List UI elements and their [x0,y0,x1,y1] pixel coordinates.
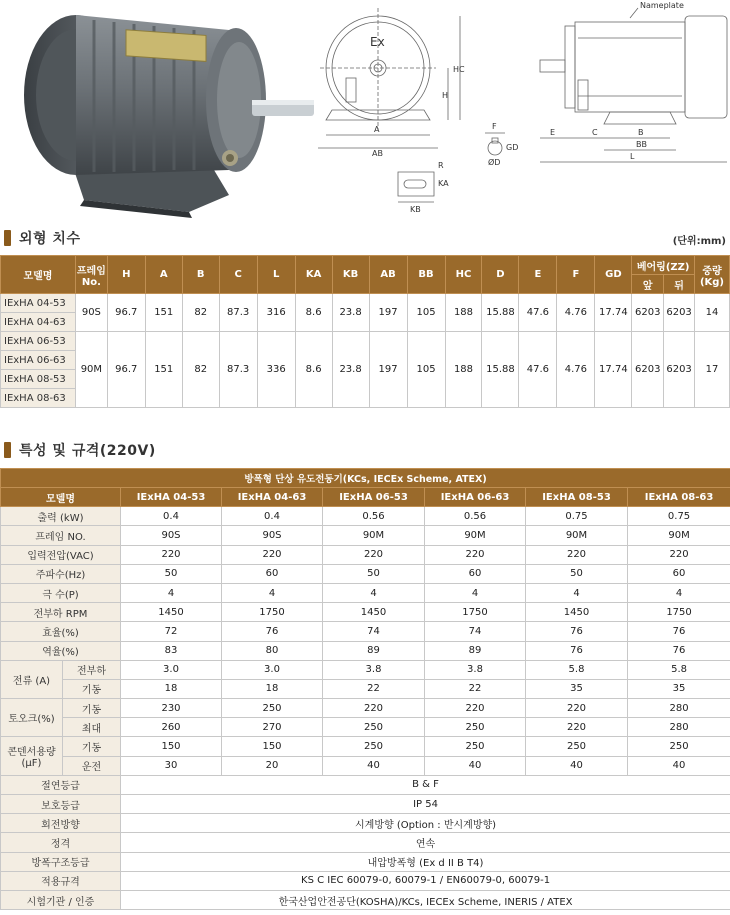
spec-group-label: 토오크(%) [1,699,63,737]
spec-label: 전부하 RPM [1,603,121,622]
spec-value: 4 [628,583,730,602]
specs-model-name: IExHA 04-63 [222,488,323,507]
cell-a: 151 [145,294,182,332]
spec-value: 220 [526,545,628,564]
spec-label: 보호등급 [1,795,121,814]
header-weight-label: 중량 [702,265,722,277]
specs-model-name: IExHA 06-63 [425,488,526,507]
cell-c: 87.3 [219,294,257,332]
spec-common-value: 연속 [121,833,730,852]
cell-b: 82 [182,294,219,332]
cell-f: 4.76 [557,332,595,408]
spec-sub-label: 운전 [63,756,121,775]
header-h: H [107,256,145,294]
spec-value: 76 [526,641,628,660]
spec-value: 5.8 [526,660,628,679]
cell-frame: 90M [75,332,107,408]
spec-value: 1450 [121,603,222,622]
header-gd: GD [595,256,632,294]
cell-hc: 188 [445,332,482,408]
unit-label: (단위:mm) [672,236,726,247]
spec-group-label-line1: 콘덴서용량 [7,747,56,759]
table-row [1,871,730,890]
spec-value: 20 [222,756,323,775]
spec-common-value: 한국산업안전공단(KOSHA)/KCs, IECEx Scheme, INERIS / ATEX [121,890,730,909]
header-e: E [519,256,557,294]
spec-value: 260 [121,718,222,737]
header-ka: KA [295,256,332,294]
model-cell: IExHA 06-53 [1,332,76,351]
spec-value: 0.75 [628,507,730,526]
spec-sub-label: 전부하 [63,660,121,679]
label-l: L [630,152,635,161]
spec-label: 입력전압(VAC) [1,545,121,564]
cell-bb: 105 [407,332,445,408]
header-weight [694,256,729,294]
cell-rear: 6203 [664,294,695,332]
spec-value: 35 [526,679,628,698]
spec-label: 시험기관 / 인증 [1,890,121,909]
header-a: A [145,256,182,294]
spec-value: 74 [425,622,526,641]
cell-gd: 17.74 [595,294,632,332]
cell-a: 151 [145,332,182,408]
specs-model-header: 모델명 [1,488,121,507]
cell-rear: 6203 [664,332,695,408]
table-row [1,332,730,351]
table-row [1,699,730,718]
spec-value: 220 [121,545,222,564]
header-c: C [219,256,257,294]
spec-value: 220 [526,699,628,718]
dimensions-table [0,255,730,408]
spec-value: 18 [222,679,323,698]
spec-value: 220 [628,545,730,564]
spec-common-value: 시계방향 (Option : 반시계방향) [121,814,730,833]
spec-label: 절연등급 [1,775,121,794]
spec-value: 35 [628,679,730,698]
header-hc: HC [445,256,482,294]
header-d: D [482,256,519,294]
specs-title: 방폭형 단상 유도전동기(KCs, IECEx Scheme, ATEX) [1,469,730,488]
cell-ab: 197 [369,332,407,408]
table-row [1,564,730,583]
motor-photo [14,0,314,218]
label-bb: BB [636,140,647,149]
table-row [1,526,730,545]
spec-common-value: B & F [121,775,730,794]
label-h: H [442,91,449,100]
header-f: F [557,256,595,294]
spec-label: 회전방향 [1,814,121,833]
table-row [1,890,730,909]
spec-value: 270 [222,718,323,737]
table-row [1,679,730,698]
cell-gd: 17.74 [595,332,632,408]
label-ex: Ex [370,35,385,49]
spec-value: 220 [323,545,425,564]
label-c: C [592,128,598,137]
label-e: E [550,128,556,137]
spec-value: 22 [323,679,425,698]
table-row [1,737,730,756]
spec-value: 83 [121,641,222,660]
spec-value: 40 [323,756,425,775]
spec-value: 250 [526,737,628,756]
spec-value: 1450 [526,603,628,622]
model-cell: IExHA 04-63 [1,313,76,332]
label-gd: GD [506,143,519,152]
cell-d: 15.88 [482,294,519,332]
spec-value: 150 [222,737,323,756]
header-bb: BB [407,256,445,294]
product-illustration-area [0,0,730,222]
spec-value: 1450 [323,603,425,622]
spec-value: 3.0 [222,660,323,679]
specs-model-name: IExHA 08-53 [526,488,628,507]
spec-label: 주파수(Hz) [1,564,121,583]
cell-h: 96.7 [107,332,145,408]
header-l: L [257,256,295,294]
spec-label: 극 수(P) [1,583,121,602]
spec-value: 90S [121,526,222,545]
spec-value: 40 [526,756,628,775]
spec-value: 89 [323,641,425,660]
spec-common-value: 내압방폭형 (Ex d II B T4) [121,852,730,871]
spec-value: 220 [222,545,323,564]
table-row [1,852,730,871]
spec-value: 60 [628,564,730,583]
spec-value: 74 [323,622,425,641]
label-b: B [638,128,644,137]
cell-f: 4.76 [557,294,595,332]
spec-label: 효율(%) [1,622,121,641]
table-row [1,583,730,602]
spec-value: 60 [222,564,323,583]
label-a: A [374,125,380,134]
spec-group-label [1,737,63,775]
model-cell: IExHA 08-53 [1,370,76,389]
spec-value: 72 [121,622,222,641]
spec-value: 40 [628,756,730,775]
spec-value: 90S [222,526,323,545]
header-ab: AB [369,256,407,294]
header-frame-no: No. [81,276,101,288]
spec-value: 4 [425,583,526,602]
spec-value: 230 [121,699,222,718]
spec-value: 220 [526,718,628,737]
spec-value: 220 [425,699,526,718]
spec-value: 250 [323,718,425,737]
spec-label: 역율(%) [1,641,121,660]
table-row [1,795,730,814]
header-frame [75,256,107,294]
spec-common-value: IP 54 [121,795,730,814]
spec-value: 89 [425,641,526,660]
spec-group-label: 전류 (A) [1,660,63,698]
spec-group-label-line2: (μF) [21,758,42,770]
table-row [1,775,730,794]
spec-value: 3.8 [425,660,526,679]
table-row [1,603,730,622]
spec-value: 3.8 [323,660,425,679]
spec-sub-label: 기동 [63,737,121,756]
cell-ka: 8.6 [295,332,332,408]
spec-common-value: KS C IEC 60079-0, 60079-1 / EN60079-0, 60079-1 [121,871,730,890]
cell-l: 336 [257,332,295,408]
cell-ab: 197 [369,294,407,332]
spec-value: 40 [425,756,526,775]
table-row [1,641,730,660]
spec-common [1,775,730,909]
spec-label: 적용규격 [1,871,121,890]
cell-e: 47.6 [519,332,557,408]
specs-model-name: IExHA 04-53 [121,488,222,507]
spec-value: 90M [323,526,425,545]
spec-value: 4 [323,583,425,602]
spec-rows [1,507,730,661]
specs-model-name: IExHA 06-53 [323,488,425,507]
spec-value: 280 [628,718,730,737]
spec-value: 76 [526,622,628,641]
cell-hc: 188 [445,294,482,332]
spec-value: 250 [323,737,425,756]
table-row [1,833,730,852]
spec-value: 250 [425,718,526,737]
spec-value: 1750 [222,603,323,622]
cell-weight: 17 [694,332,729,408]
cell-ka: 8.6 [295,294,332,332]
header-bearing: 베어링(ZZ) [632,256,695,275]
model-cell: IExHA 06-63 [1,351,76,370]
cell-b: 82 [182,332,219,408]
spec-value: 280 [628,699,730,718]
table-row [1,545,730,564]
label-d: ØD [488,158,501,167]
spec-sub-label: 기동 [63,679,121,698]
model-cell: IExHA 04-53 [1,294,76,313]
spec-value: 76 [222,622,323,641]
spec-sub-label: 기동 [63,699,121,718]
cell-kb: 23.8 [332,332,369,408]
spec-value: 50 [526,564,628,583]
spec-value: 90M [628,526,730,545]
section-bar-icon [4,230,11,246]
cell-c: 87.3 [219,332,257,408]
header-bearing-rear: 뒤 [664,275,695,294]
spec-value: 3.0 [121,660,222,679]
table-row [1,294,730,313]
spec-value: 150 [121,737,222,756]
spec-groups [1,660,730,775]
spec-value: 4 [121,583,222,602]
spec-value: 220 [425,545,526,564]
cell-l: 316 [257,294,295,332]
specs-table [0,468,730,910]
table-row [1,660,730,679]
header-bearing-front: 앞 [632,275,664,294]
section-bar-icon [4,442,11,458]
cell-front: 6203 [632,294,664,332]
spec-value: 0.56 [323,507,425,526]
spec-value: 18 [121,679,222,698]
spec-value: 90M [425,526,526,545]
spec-value: 60 [425,564,526,583]
spec-value: 250 [628,737,730,756]
label-f: F [492,122,497,131]
label-hc: HC [453,65,465,74]
cell-front: 6203 [632,332,664,408]
spec-label: 프레임 NO. [1,526,121,545]
header-frame-label: 프레임 [76,265,106,277]
dimension-drawings [310,0,730,222]
section-specs-heading [4,440,156,460]
label-ka: KA [438,179,449,188]
spec-value: 220 [323,699,425,718]
table-row [1,756,730,775]
spec-value: 30 [121,756,222,775]
table-row [1,814,730,833]
spec-value: 50 [121,564,222,583]
spec-label: 출력 (kW) [1,507,121,526]
spec-value: 0.4 [121,507,222,526]
spec-value: 250 [222,699,323,718]
cell-d: 15.88 [482,332,519,408]
model-cell: IExHA 08-63 [1,389,76,408]
spec-value: 1750 [628,603,730,622]
cell-weight: 14 [694,294,729,332]
cell-bb: 105 [407,294,445,332]
specs-model-name: IExHA 08-63 [628,488,730,507]
spec-value: 0.75 [526,507,628,526]
spec-sub-label: 최대 [63,718,121,737]
header-weight-unit: (Kg) [699,276,725,288]
header-b: B [182,256,219,294]
section-dimensions-title: 외형 치수 [19,231,81,247]
table-row [1,507,730,526]
section-dimensions-heading [4,228,80,248]
spec-value: 250 [425,737,526,756]
label-kb: KB [410,205,421,214]
label-ab: AB [372,149,383,158]
section-specs-title: 특성 및 규격(220V) [19,443,156,459]
spec-value: 5.8 [628,660,730,679]
spec-value: 0.56 [425,507,526,526]
cell-h: 96.7 [107,294,145,332]
spec-label: 방폭구조등급 [1,852,121,871]
label-nameplate: Nameplate [640,1,684,10]
header-model: 모델명 [1,256,76,294]
spec-value: 0.4 [222,507,323,526]
table-row [1,622,730,641]
spec-value: 90M [526,526,628,545]
spec-value: 4 [526,583,628,602]
spec-value: 50 [323,564,425,583]
cell-frame: 90S [75,294,107,332]
table-row [1,718,730,737]
spec-value: 22 [425,679,526,698]
spec-value: 80 [222,641,323,660]
label-r: R [438,161,444,170]
spec-value: 76 [628,641,730,660]
spec-value: 4 [222,583,323,602]
spec-value: 1750 [425,603,526,622]
cell-e: 47.6 [519,294,557,332]
spec-label: 정격 [1,833,121,852]
spec-value: 76 [628,622,730,641]
cell-kb: 23.8 [332,294,369,332]
header-kb: KB [332,256,369,294]
